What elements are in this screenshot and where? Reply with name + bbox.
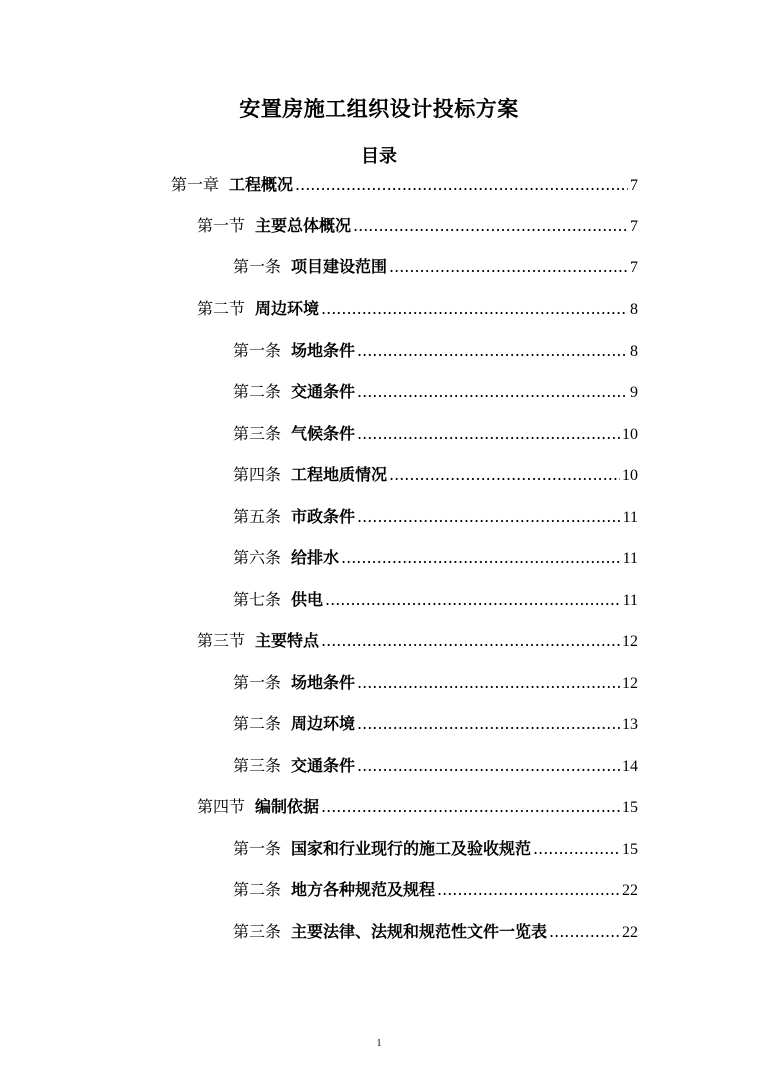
toc-entry-number: 第一章 (171, 175, 220, 194)
toc-entry-title: 编制依据 (255, 797, 320, 816)
toc-entry-number: 第一条 (233, 839, 282, 858)
toc-entry-article[interactable] (233, 670, 638, 696)
toc-dot-leader (357, 379, 628, 405)
toc-entry-article[interactable] (233, 753, 638, 779)
toc-entry-article[interactable] (233, 421, 638, 447)
toc-heading: 目录 (361, 146, 397, 167)
toc-entry-number: 第七条 (233, 590, 282, 609)
toc-entry-section-3[interactable] (197, 628, 638, 654)
toc-entry-article[interactable] (233, 836, 638, 862)
toc-dot-leader (389, 254, 628, 280)
toc-entry-number: 第二条 (233, 382, 282, 401)
toc-entry-title: 工程概况 (229, 175, 294, 194)
toc-entry-page: 12 (622, 675, 638, 692)
toc-entry-article[interactable] (233, 711, 638, 737)
toc-entry-article[interactable] (233, 919, 638, 945)
toc-entry-title: 供电 (291, 590, 324, 609)
toc-dot-leader (357, 753, 620, 779)
toc-entry-number: 第一条 (233, 257, 282, 276)
toc-entry-number: 第一条 (233, 341, 282, 360)
toc-entry-title: 市政条件 (291, 507, 356, 526)
toc-entry-article[interactable] (233, 379, 638, 405)
toc-entry-page: 14 (622, 758, 638, 775)
toc-entry-page: 7 (630, 259, 638, 276)
toc-entry-title: 周边环境 (255, 299, 320, 318)
toc-dot-leader (549, 919, 620, 945)
toc-entry-title: 主要特点 (255, 631, 320, 650)
toc-entry-title: 交通条件 (291, 756, 356, 775)
toc-entry-title: 项目建设范围 (291, 257, 388, 276)
toc-entry-page: 22 (622, 882, 638, 899)
toc-entry-article[interactable] (233, 254, 638, 280)
toc-dot-leader (357, 711, 620, 737)
toc-entry-page: 10 (622, 426, 638, 443)
document-title: 安置房施工组织设计投标方案 (239, 97, 519, 121)
toc-entry-article[interactable] (233, 545, 638, 571)
toc-dot-leader (321, 794, 620, 820)
toc-entry-article[interactable] (233, 877, 638, 903)
toc-entry-title: 场地条件 (291, 341, 356, 360)
toc-entry-page: 11 (622, 550, 638, 567)
toc-entry-title: 周边环境 (291, 714, 356, 733)
toc-dot-leader (321, 628, 620, 654)
toc-entry-page: 12 (622, 633, 638, 650)
toc-dot-leader (321, 296, 628, 322)
toc-entry-number: 第二条 (233, 880, 282, 899)
toc-dot-leader (341, 545, 621, 571)
toc-entry-title: 交通条件 (291, 382, 356, 401)
toc-entry-section-4[interactable] (197, 794, 638, 820)
toc-entry-page: 9 (630, 384, 638, 401)
toc-entry-number: 第一节 (197, 216, 246, 235)
toc-entry-title: 给排水 (291, 548, 340, 567)
toc-entry-number: 第六条 (233, 548, 282, 567)
toc-entry-title: 主要总体概况 (255, 216, 352, 235)
page-number: 1 (376, 1038, 382, 1049)
toc-dot-leader (353, 213, 628, 239)
toc-entry-article[interactable] (233, 462, 638, 488)
toc-entry-article[interactable] (233, 587, 638, 613)
toc-entry-title: 地方各种规范及规程 (291, 880, 436, 899)
toc-entry-page: 10 (622, 467, 638, 484)
toc-entry-number: 第二节 (197, 299, 246, 318)
toc-entry-number: 第三节 (197, 631, 246, 650)
toc-dot-leader (325, 587, 621, 613)
toc-dot-leader (357, 504, 621, 530)
toc-entry-page: 13 (622, 716, 638, 733)
toc-dot-leader (357, 670, 620, 696)
toc-entry-page: 7 (630, 218, 638, 235)
toc-entry-number: 第一条 (233, 673, 282, 692)
toc-dot-leader (389, 462, 620, 488)
toc-entry-chapter-1[interactable] (171, 172, 638, 198)
toc-entry-page: 11 (622, 592, 638, 609)
toc-entry-page: 15 (622, 799, 638, 816)
toc-entry-number: 第三条 (233, 756, 282, 775)
toc-entry-number: 第三条 (233, 424, 282, 443)
toc-entry-page: 22 (622, 924, 638, 941)
toc-dot-leader (357, 421, 620, 447)
toc-entry-number: 第三条 (233, 922, 282, 941)
toc-entry-number: 第四节 (197, 797, 246, 816)
toc-entry-number: 第二条 (233, 714, 282, 733)
toc-entry-article[interactable] (233, 504, 638, 530)
toc-entry-title: 国家和行业现行的施工及验收规范 (291, 839, 532, 858)
toc-entry-page: 7 (630, 177, 638, 194)
toc-entry-page: 8 (630, 343, 638, 360)
toc-entry-page: 11 (622, 509, 638, 526)
toc-dot-leader (437, 877, 620, 903)
toc-dot-leader (357, 338, 628, 364)
toc-entry-number: 第四条 (233, 465, 282, 484)
toc-entry-page: 15 (622, 841, 638, 858)
toc-entry-page: 8 (630, 301, 638, 318)
toc-dot-leader (295, 172, 628, 198)
toc-entry-title: 气候条件 (291, 424, 356, 443)
toc-entry-section-1[interactable] (197, 213, 638, 239)
toc-entry-article[interactable] (233, 338, 638, 364)
toc-entry-title: 场地条件 (291, 673, 356, 692)
toc-entry-number: 第五条 (233, 507, 282, 526)
toc-entry-title: 主要法律、法规和规范性文件一览表 (291, 922, 548, 941)
toc-entry-section-2[interactable] (197, 296, 638, 322)
toc-dot-leader (533, 836, 620, 862)
toc-entry-title: 工程地质情况 (291, 465, 388, 484)
